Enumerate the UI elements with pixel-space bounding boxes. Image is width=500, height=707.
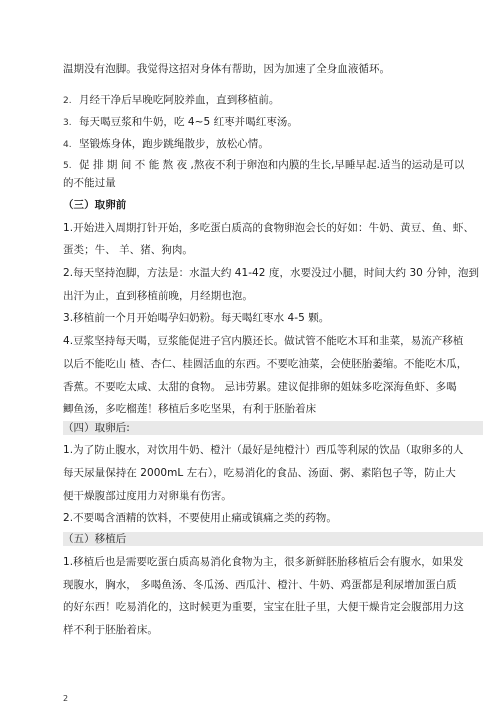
text-line: 3.移植前一个月开始喝孕妇奶粉。每天喝红枣水 4-5 颗。 bbox=[63, 312, 330, 324]
section-heading: （四）取卵后: bbox=[63, 421, 483, 435]
text-line: 温期没有泡脚。我觉得这招对身体有帮助，因为加速了全身血液循环。 bbox=[63, 63, 391, 75]
text-line: 样不利于胚胎着床。 bbox=[63, 624, 158, 636]
text-line: 蛋类；牛、 羊、猪、狗肉。 bbox=[63, 244, 193, 256]
text-line: 1.开始进入周期打针开始，多吃蛋白质高的食物卵泡会长的好如：牛奶、黄豆、鱼、虾、 bbox=[63, 222, 475, 234]
text-line: 的不能过量 bbox=[63, 177, 116, 189]
text-line: 1.移植后也是需要吃蛋白质高易消化食物为主，很多新鲜胚胎移植后会有腹水，如果发 bbox=[63, 556, 464, 568]
text-line: 1.为了防止腹水，对饮用牛奶、橙汁（最好是纯橙汁）西瓜等利尿的饮品（取卵多的人 bbox=[63, 444, 464, 456]
text-line: 每天尿量保持在 2000mL 左右），吃易消化的食品、汤面、粥、素陷包子等，防止大 bbox=[63, 467, 456, 479]
list-item bbox=[63, 158, 483, 173]
list-item-text: 坚锻炼身体，跑步跳绳散步，放松心情。 bbox=[79, 138, 269, 150]
list-item bbox=[63, 137, 483, 152]
page-number: 2 bbox=[63, 694, 69, 703]
section-heading: （五）移植后 bbox=[63, 532, 483, 546]
section-heading: （三）取卵前 bbox=[63, 199, 127, 211]
text-line: 鲫鱼汤，多吃榴莲！移植后多吃坚果，有利于胚胎着床 bbox=[63, 403, 317, 415]
list-item bbox=[63, 93, 483, 108]
text-line: 出汗为止，直到移植前晚，月经期也泡。 bbox=[63, 290, 253, 302]
text-line: 现腹水，胸水， 多喝鱼汤、冬瓜汤、西瓜汁、橙汁、牛奶、鸡蛋都是利尿增加蛋白质 bbox=[63, 579, 457, 591]
text-line: 4.豆浆坚持每天喝，豆浆能促进子宫内膜还长。做试管不能吃木耳和韭菜，易流产移植 bbox=[63, 335, 464, 347]
list-item-text: 每天喝豆浆和牛奶，吃 4~5 红枣并喝红枣汤。 bbox=[79, 116, 298, 128]
list-number: 5. bbox=[63, 161, 72, 171]
text-line: 便干燥腹部过度用力对卵巢有伤害。 bbox=[63, 490, 232, 502]
list-number: 3. bbox=[63, 118, 72, 128]
text-line: 以后不能吃山 楂、杏仁、桂圆活血的东西。不要吃油菜，会使胚胎萎缩。不能吃木瓜， bbox=[63, 358, 468, 370]
text-line: 香蕉。不要吃太咸、太甜的食物。 忌讳劳累。建议促排卵的姐妹多吃深海鱼虾、多喝 bbox=[63, 381, 457, 393]
list-item-text: 促 排 期 间 不 能 熬 夜 ,熬夜不利于卵泡和内膜的生长,早睡早起.适当的运动是可以 bbox=[79, 159, 465, 171]
text-line: 2.每天坚持泡脚，方法是：水温大约 41-42 度，水要没过小腿，时间大约 30 分钟，泡到 bbox=[63, 267, 480, 279]
text-line: 的好东西！吃易消化的，这时候更为重要，宝宝在肚子里，大便干燥肯定会腹部用力这 bbox=[63, 601, 464, 613]
list-number: 4. bbox=[63, 140, 72, 150]
list-item-text: 月经干净后早晚吃阿胶养血，直到移植前。 bbox=[79, 94, 280, 106]
text-line: 2.不要喝含酒精的饮料，不要使用止痛或镇痛之类的药物。 bbox=[63, 512, 337, 524]
list-item bbox=[63, 115, 483, 130]
list-number: 2. bbox=[63, 96, 72, 106]
